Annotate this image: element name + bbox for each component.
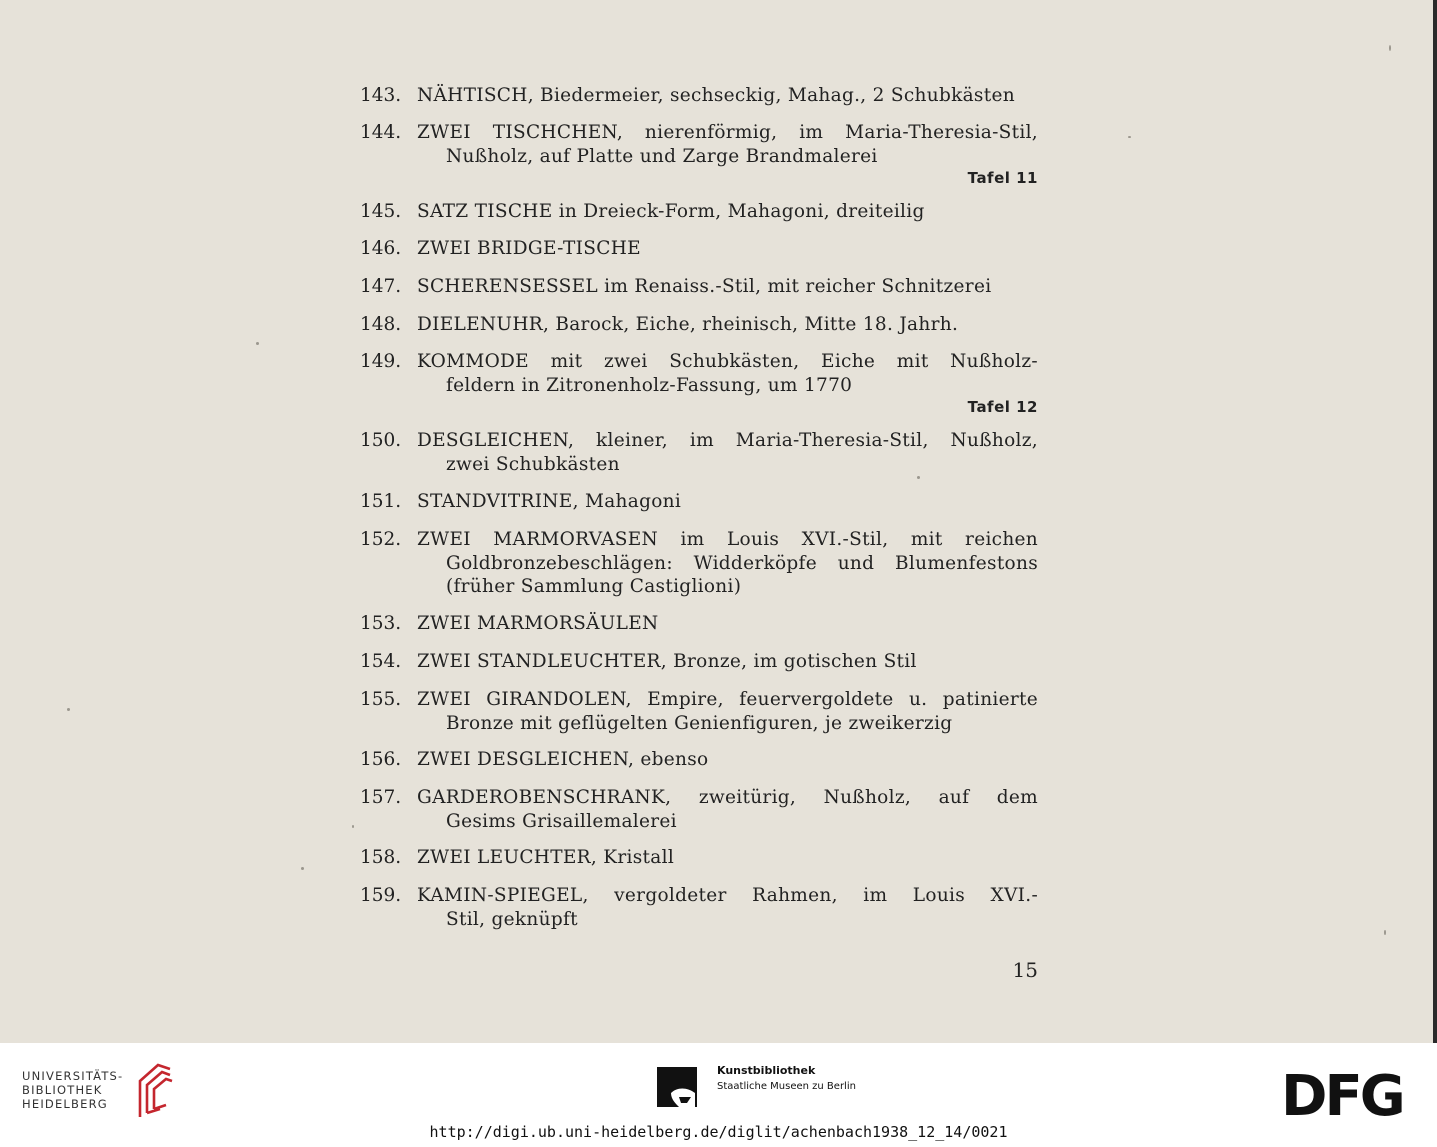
entry-number: 148. <box>360 314 402 335</box>
dust-speck <box>1384 930 1386 935</box>
catalog-entry <box>360 275 1038 299</box>
page-number: 15 <box>1012 958 1038 982</box>
entry-text-line: feldern in Zitronenholz-Fassung, um 1770 <box>446 374 853 396</box>
dust-speck <box>352 825 354 828</box>
page-edge <box>1433 0 1437 1043</box>
entry-text-line: SCHERENSESSEL im Renaiss.-Stil, mit reicher Schnitzerei <box>417 276 992 297</box>
catalog-entry <box>360 350 1038 417</box>
entry-text-line: GARDEROBENSCHRANK, zweitürig, Nußholz, auf dem <box>417 787 1038 808</box>
catalog-entry <box>360 846 1038 870</box>
entry-text-line: Stil, geknüpft <box>446 908 578 930</box>
catalog-entry <box>360 688 1038 735</box>
footer-bar <box>0 1043 1437 1147</box>
entry-text-line: KOMMODE mit zwei Schubkästen, Eiche mit Nußholz- <box>417 351 1038 372</box>
entry-number: 143. <box>360 85 402 106</box>
entry-number: 158. <box>360 847 402 868</box>
kunstbibliothek-eagle-icon <box>657 1063 699 1109</box>
entry-number: 146. <box>360 238 402 259</box>
entry-number: 144. <box>360 122 402 143</box>
entry-number: 151. <box>360 491 402 512</box>
entry-text-line: ZWEI GIRANDOLEN, Empire, feuervergoldete u. patinierte <box>417 689 1038 710</box>
entry-text-line: SATZ TISCHE in Dreieck-Form, Mahagoni, dreiteilig <box>417 201 925 222</box>
catalog-entry <box>360 200 1038 224</box>
kunstbibliothek-subtitle: Staatliche Museen zu Berlin <box>717 1081 856 1092</box>
entry-text-line: zwei Schubkästen <box>446 453 620 475</box>
dust-speck <box>301 867 304 870</box>
entry-text-line: Bronze mit geflügelten Genienfiguren, je zweikerzig <box>446 712 953 734</box>
entry-text-line: DESGLEICHEN, kleiner, im Maria-Theresia-Stil, Nußholz, <box>417 430 1038 451</box>
catalog-entry <box>360 121 1038 188</box>
catalog-entry <box>360 528 1038 599</box>
catalog-entry <box>360 748 1038 772</box>
ub-line-2: BIBLIOTHEK <box>22 1083 103 1097</box>
entry-number: 154. <box>360 651 402 672</box>
entry-number: 153. <box>360 613 402 634</box>
entry-number: 145. <box>360 201 402 222</box>
catalog-entry <box>360 490 1038 514</box>
ub-heidelberg-text <box>22 1069 134 1111</box>
dust-speck <box>256 342 259 345</box>
entry-text-line: ZWEI DESGLEICHEN, ebenso <box>417 749 709 770</box>
kunstbibliothek-name: Kunstbibliothek <box>717 1064 816 1077</box>
entry-text-line: ZWEI TISCHCHEN, nierenförmig, im Maria-Theresia-Stil, <box>417 122 1038 143</box>
dust-speck <box>917 476 920 479</box>
entry-text-line: (früher Sammlung Castiglioni) <box>446 576 742 597</box>
entry-number: 149. <box>360 351 402 372</box>
permalink-url[interactable]: http://digi.ub.uni-heidelberg.de/diglit/achenbach1938_12_14/0021 <box>429 1123 1008 1141</box>
dfg-logo-text: DFG <box>1281 1071 1403 1119</box>
dust-speck <box>1128 136 1131 138</box>
catalog-entry <box>360 612 1038 636</box>
kunstbibliothek-logo <box>657 1063 856 1113</box>
ub-line-1: UNIVERSITÄTS- <box>22 1069 124 1083</box>
catalog-entry <box>360 429 1038 476</box>
plate-reference: Tafel 12 <box>967 398 1038 416</box>
entry-number: 155. <box>360 689 402 710</box>
entry-text-line: KAMIN-SPIEGEL, vergoldeter Rahmen, im Louis XVI.- <box>417 885 1038 906</box>
plate-reference: Tafel 11 <box>967 169 1038 187</box>
ub-line-3: HEIDELBERG <box>22 1097 108 1111</box>
catalog-entry <box>360 884 1038 931</box>
ub-heidelberg-mark-icon <box>130 1061 174 1119</box>
entry-text-line: STANDVITRINE, Mahagoni <box>417 491 682 512</box>
entry-text-line: DIELENUHR, Barock, Eiche, rheinisch, Mitte 18. Jahrh. <box>417 314 959 335</box>
dfg-logo <box>1281 1071 1415 1119</box>
entry-text-line: Nußholz, auf Platte und Zarge Brandmalerei <box>446 145 878 167</box>
catalog-entry <box>360 650 1038 674</box>
entry-number: 147. <box>360 276 402 297</box>
dust-speck <box>1389 45 1391 51</box>
dust-speck <box>67 708 70 711</box>
entry-text-line: Goldbronzebeschlägen: Widderköpfe und Blumenfestons <box>446 552 1038 574</box>
entry-text-line: NÄHTISCH, Biedermeier, sechseckig, Mahag., 2 Schubkästen <box>417 85 1015 106</box>
entry-number: 157. <box>360 787 402 808</box>
catalog-entry <box>360 786 1038 833</box>
entry-text-line: ZWEI STANDLEUCHTER, Bronze, im gotischen Stil <box>417 651 917 672</box>
entry-text-line: ZWEI MARMORSÄULEN <box>417 613 659 634</box>
catalog-entry <box>360 237 1038 261</box>
entry-text-line: Gesims Grisaillemalerei <box>446 810 677 832</box>
entry-number: 152. <box>360 529 402 550</box>
entry-text-line: ZWEI LEUCHTER, Kristall <box>417 847 675 868</box>
entry-text-line: ZWEI MARMORVASEN im Louis XVI.-Stil, mit reichen <box>417 529 1038 550</box>
catalog-entry <box>360 313 1038 337</box>
entry-number: 150. <box>360 430 402 451</box>
entry-number: 159. <box>360 885 402 906</box>
entry-text-line: ZWEI BRIDGE-TISCHE <box>417 238 641 259</box>
entry-number: 156. <box>360 749 402 770</box>
catalog-entry <box>360 84 1038 108</box>
